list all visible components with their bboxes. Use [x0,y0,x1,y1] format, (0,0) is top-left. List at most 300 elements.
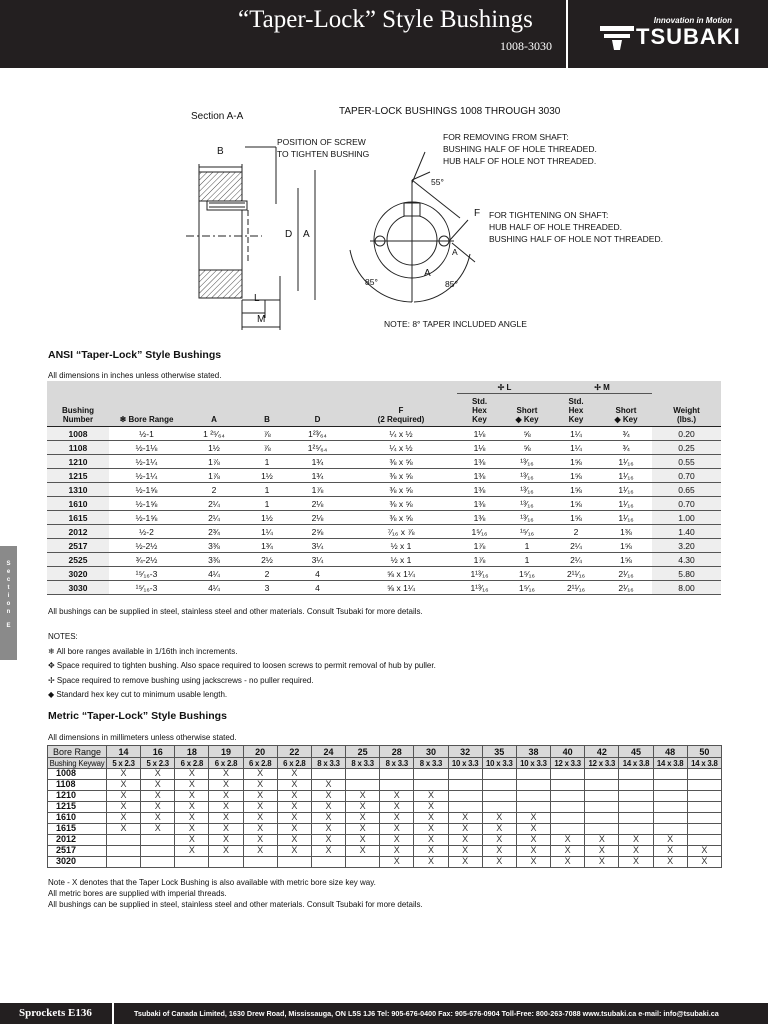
availability-cell [653,791,687,802]
table-cell: 1⅜ [473,512,486,523]
availability-cell: X [346,813,380,824]
table-cell: 1¾ [311,470,324,481]
table-cell: 1¾ [311,456,324,467]
bore-size-header: 35 [482,746,516,758]
availability-cell: X [311,791,345,802]
table-cell: ¾-2½ [135,554,158,565]
section-a-marker: A [452,247,458,257]
keyway-size-header: 12 x 3.3 [585,758,619,769]
table-cell: 1¹³⁄₁₆ [470,568,489,579]
table-cell: 0.55 [652,455,721,469]
availability-cell: X [653,857,687,868]
bore-range-corner: Bore Range [48,746,107,758]
availability-cell: X [209,791,243,802]
availability-cell [551,813,585,824]
table-cell: ⅞ [263,442,271,453]
table-cell: ⅜ x ⅝ [389,512,413,523]
table-cell: 1⅜ [620,526,632,537]
availability-cell [209,857,243,868]
availability-cell: X [346,824,380,835]
table-cell: ⅜ x ⅝ [389,498,413,509]
remove-from-shaft-note [443,131,597,167]
bushing-number-cell: 1310 [47,483,109,497]
availability-cell: X [243,846,277,857]
table-cell: 1⅝ [570,470,582,481]
remove-note-line: BUSHING HALF OF HOLE THREADED. [443,144,597,154]
availability-cell [448,780,482,791]
angle-85-label: 85° [445,279,458,289]
table-cell: 3 [264,582,270,593]
bushing-number-cell: 1008 [48,769,107,780]
keyway-size-header: 6 x 2.8 [243,758,277,769]
screw-note-line: POSITION OF SCREW [277,137,366,147]
availability-cell [585,791,619,802]
availability-cell: X [277,769,311,780]
availability-cell: X [141,813,175,824]
keyway-corner: Bushing Keyway [48,758,107,769]
table-cell: ¾ [622,428,630,439]
table-cell: 1 [264,484,270,495]
availability-cell: X [106,824,140,835]
availability-cell: X [209,824,243,835]
availability-cell: X [311,780,345,791]
table-cell: 4¼ [208,568,220,579]
table-cell: 0.65 [652,483,721,497]
availability-cell: X [619,835,653,846]
bore-size-header: 24 [311,746,345,758]
availability-cell: X [209,813,243,824]
note-item: ✥ Space required to tighten bushing. Also space required to loosen screws to permit removal of hub by puller. [48,661,436,670]
availability-cell [619,802,653,813]
availability-cell: X [482,813,516,824]
bore-size-header: 14 [106,746,140,758]
availability-cell: X [175,813,209,824]
availability-cell: X [380,813,414,824]
table-cell: ⅝ [523,428,531,439]
table-cell: ¹⁵⁄₁₆-3 [135,568,158,579]
bore-size-header: 50 [687,746,721,758]
page-number: Sprockets E136 [19,1007,92,1019]
bore-size-header: 40 [551,746,585,758]
bushing-number-cell: 1210 [48,791,107,802]
keyway-size-header: 10 x 3.3 [482,758,516,769]
section-tab-letters [0,560,17,616]
availability-cell [619,791,653,802]
table-row [47,497,721,511]
availability-cell: X [141,780,175,791]
availability-cell: X [141,802,175,813]
availability-cell [619,813,653,824]
metric-bushing-table [47,745,722,868]
section-label: Section A-A [191,111,244,122]
availability-cell: X [516,824,550,835]
table-cell: 1⅜ [473,498,486,509]
tighten-note-line: FOR TIGHTENING ON SHAFT: [489,210,609,220]
table-cell: ¹⁵⁄₁₆-3 [135,582,158,593]
availability-cell: X [585,835,619,846]
notes-block [48,630,436,703]
table-cell: ¼ x ½ [389,442,413,453]
metric-bore-row [48,746,722,758]
bore-size-header: 25 [346,746,380,758]
availability-cell: X [414,846,448,857]
l-column-group: ✢ L [457,381,552,394]
table-cell: 1.00 [652,511,721,525]
table-cell: 2¹⁄₁₆ [618,568,634,579]
availability-cell [482,769,516,780]
availability-cell: X [448,846,482,857]
table-row [47,455,721,469]
availability-cell [311,857,345,868]
table-row [48,824,722,835]
availability-cell [653,769,687,780]
availability-cell [585,813,619,824]
availability-cell: X [141,791,175,802]
keyway-size-header: 8 x 3.3 [311,758,345,769]
table-cell: 1 [524,540,530,551]
table-cell: 1¹⁄₁₆ [618,498,634,509]
table-cell: 1⁵⁄₁₆ [519,568,535,579]
table-cell: 3¼ [311,540,324,551]
header-l-short-key: Short ◆ Key [502,394,552,427]
availability-cell: X [277,813,311,824]
availability-cell: X [209,769,243,780]
availability-cell [141,846,175,857]
dimension-m-label: M [257,314,266,325]
table-cell: ⅜ x ⅝ [389,484,413,495]
table-cell: 1⅜ [473,470,486,481]
header-f: F (2 Required) [345,394,457,427]
table-cell: 8.00 [652,581,721,595]
availability-cell [687,780,721,791]
logo-tagline: Innovation in Motion [653,16,732,25]
table-cell: 1¹³⁄₁₆ [470,582,489,593]
table-cell: 1 ²⁵⁄₆₄ [203,428,225,439]
bushing-number-cell: 1210 [47,455,109,469]
table-cell: 1⅞ [208,470,220,481]
table-cell: 2¹⁄₁₆ [618,582,634,593]
note-item: ◆ Standard hex key cut to minimum usable length. [48,690,228,699]
availability-cell: X [209,780,243,791]
availability-cell: X [175,802,209,813]
bushing-number-cell: 1610 [48,813,107,824]
header-m-std-hex-key: Std. Hex Key [552,394,600,427]
availability-cell [619,780,653,791]
header-l-std-hex-key: Std. Hex Key [457,394,502,427]
table-cell: 3¼ [311,554,324,565]
availability-cell: X [414,835,448,846]
keyway-size-header: 5 x 2.3 [141,758,175,769]
availability-cell: X [175,824,209,835]
m-column-group: ✢ M [552,381,652,394]
availability-cell: X [106,802,140,813]
table-cell: ½ x 1 [390,554,412,565]
table-cell: 0.25 [652,441,721,455]
bushing-number-cell: 2517 [48,846,107,857]
bushing-number-cell: 1615 [47,511,109,525]
dimension-d-label: D [285,229,293,240]
availability-cell: X [516,835,550,846]
table-cell: 1⁵⁄₁₆ [519,582,535,593]
availability-cell: X [175,780,209,791]
bushing-number-cell: 2012 [47,525,109,539]
availability-cell [175,857,209,868]
availability-cell: X [482,846,516,857]
availability-cell: X [414,791,448,802]
availability-cell [414,780,448,791]
bushing-number-cell: 1108 [47,441,109,455]
table-cell: ¹³⁄₁₆ [520,484,534,495]
bore-size-header: 38 [516,746,550,758]
table-cell: 2⅛ [311,498,324,509]
availability-cell: X [346,802,380,813]
bushing-number-cell: 3020 [47,567,109,581]
availability-cell [346,769,380,780]
keyway-size-header: 14 x 3.8 [619,758,653,769]
screw-note-line: TO TIGHTEN BUSHING [277,149,370,159]
availability-cell [585,802,619,813]
section-tab-letter: i [7,593,10,599]
availability-cell: X [141,824,175,835]
availability-cell: X [653,846,687,857]
table-cell: ¾ [622,442,630,453]
footer-divider [112,1003,114,1024]
table-row [47,441,721,455]
metric-units-note: All dimensions in millimeters unless otherwise stated. [48,733,237,742]
table-cell: 1⅝ [620,540,632,551]
availability-cell [585,824,619,835]
table-cell: 1⅝ [620,554,632,565]
table-cell: 1 [264,498,270,509]
availability-cell: X [209,802,243,813]
table-cell: ¹³⁄₁₆ [520,498,534,509]
keyway-size-header: 5 x 2.3 [106,758,140,769]
bore-size-header: 45 [619,746,653,758]
table-cell: 1¹⁄₁₆ [618,456,634,467]
availability-cell [311,769,345,780]
table-row [48,780,722,791]
table-row [48,802,722,813]
screw-position-note [277,136,369,160]
availability-cell [551,780,585,791]
table-cell: ½ x 1 [390,540,412,551]
availability-cell: X [448,813,482,824]
table-cell: 1¹⁄₁₆ [618,484,634,495]
table-cell: ¹³⁄₁₆ [520,512,534,523]
table-row [48,835,722,846]
availability-cell: X [619,846,653,857]
ansi-units-note: All dimensions in inches unless otherwise stated. [48,371,222,380]
availability-cell: X [311,813,345,824]
bore-size-header: 42 [585,746,619,758]
table-cell: 1 [264,456,270,467]
availability-cell: X [311,824,345,835]
table-cell: 1²³⁄₆₄ [308,428,327,439]
availability-cell [653,824,687,835]
table-cell: ½-2½ [135,540,158,551]
table-cell: 1⁵⁄₁₆ [471,526,488,537]
availability-cell: X [346,846,380,857]
table-cell: 2¾ [208,526,220,537]
table-cell: 1⅝ [570,456,582,467]
table-cell: ¹⁵⁄₁₆ [519,526,535,537]
section-tab-letter: t [7,585,10,591]
ansi-heading: ANSI “Taper-Lock” Style Bushings [48,349,222,361]
section-tab-letter: n [6,609,11,615]
availability-cell: X [175,769,209,780]
bore-size-header: 48 [653,746,687,758]
keyway-size-header: 8 x 3.3 [414,758,448,769]
availability-cell [482,780,516,791]
availability-cell: X [482,824,516,835]
table-cell: 3⅜ [208,554,220,565]
table-cell: 1½ [261,512,273,523]
table-row [48,791,722,802]
table-cell: 1⅞ [473,554,486,565]
table-cell: ¼ x ½ [389,428,413,439]
table-cell: 1⅞ [208,456,220,467]
table-cell: ½-1⅛ [135,442,158,453]
availability-cell: X [243,824,277,835]
table-row [47,553,721,567]
table-cell: 4.30 [652,553,721,567]
dimension-a-label: A [303,229,310,240]
footer-address: Tsubaki of Canada Limited, 1630 Drew Road, Mississauga, ON L5S 1J6 Tel: 905-676-0400 Fax: 905-676-0904 Toll-Free: 800-263-7088 www.tsubaki.ca e-mail: info@tsubaki.ca [134,1009,719,1018]
availability-cell [516,791,550,802]
table-row [47,525,721,539]
availability-cell: X [687,846,721,857]
availability-cell [653,780,687,791]
table-cell: 1⅝ [570,484,582,495]
table-cell: 1⅛ [473,442,486,453]
availability-cell: X [516,846,550,857]
bushing-number-cell: 1008 [47,427,109,441]
availability-cell: X [311,802,345,813]
availability-cell: X [209,835,243,846]
table-cell: 4 [315,582,320,593]
metric-keyway-row [48,758,722,769]
availability-cell: X [106,769,140,780]
availability-cell: X [277,802,311,813]
notes-title: NOTES: [48,632,78,641]
availability-cell: X [380,791,414,802]
taper-note: NOTE: 8° TAPER INCLUDED ANGLE [384,319,527,329]
availability-cell: X [277,780,311,791]
table-cell: 1¼ [570,428,582,439]
bushing-number-cell: 3020 [48,857,107,868]
availability-cell: X [551,846,585,857]
metric-note-line: All metric bores are supplied with imperial threads. [48,889,227,898]
metric-table-body [48,769,722,868]
availability-cell: X [380,846,414,857]
table-cell: 1¼ [570,442,582,453]
availability-cell: X [585,846,619,857]
availability-cell: X [277,846,311,857]
table-cell: ½-1 [139,428,154,439]
keyway-size-header: 6 x 2.8 [209,758,243,769]
availability-cell: X [311,846,345,857]
availability-cell [346,780,380,791]
bushing-number-cell: 3030 [47,581,109,595]
availability-cell [448,769,482,780]
table-cell: 1⅝ [570,498,582,509]
availability-cell [141,857,175,868]
table-cell: ⁷⁄₁₆ x ⅞ [387,526,415,537]
availability-cell: X [243,835,277,846]
bushing-number-cell: 1215 [48,802,107,813]
table-cell: 0.20 [652,427,721,441]
availability-cell: X [209,846,243,857]
table-cell: 1 [524,554,530,565]
logo-name: TSUBAKI [636,24,741,49]
keyway-size-header: 6 x 2.8 [175,758,209,769]
bore-size-header: 19 [209,746,243,758]
availability-cell: X [380,857,414,868]
table-cell: 2¼ [208,498,220,509]
availability-cell [653,802,687,813]
availability-cell: X [653,835,687,846]
availability-cell: X [448,824,482,835]
table-cell: 3.20 [652,539,721,553]
bushing-number-cell: 1615 [48,824,107,835]
header-weight: Weight (lbs.) [652,394,721,427]
table-cell: ½-1⅝ [135,484,158,495]
availability-cell: X [175,791,209,802]
section-tab [0,546,17,660]
section-tab-letter: S [6,561,11,567]
table-row [47,469,721,483]
header-m-short-key: Short ◆ Key [600,394,652,427]
table-cell: 1⅜ [473,456,486,467]
availability-cell [106,846,140,857]
bore-size-header: 28 [380,746,414,758]
availability-cell: X [346,835,380,846]
availability-cell: X [380,824,414,835]
availability-cell: X [380,802,414,813]
availability-cell [516,802,550,813]
availability-cell: X [619,857,653,868]
table-cell: 2¼ [208,512,220,523]
bushing-number-cell: 2012 [48,835,107,846]
keyway-size-header: 14 x 3.8 [653,758,687,769]
availability-cell [482,791,516,802]
table-cell: 2⅛ [311,512,324,523]
table-cell: 2½ [261,554,273,565]
tighten-note-line: BUSHING HALF OF HOLE NOT THREADED. [489,234,663,244]
availability-cell [687,835,721,846]
availability-cell [106,835,140,846]
table-cell: ⅝ x 1¼ [387,568,415,579]
availability-cell: X [516,857,550,868]
bushing-number-cell: 2517 [47,539,109,553]
bore-size-header: 32 [448,746,482,758]
page-title: “Taper-Lock” Style Bushings [238,6,533,33]
table-cell: 1⅛ [473,428,486,439]
remove-note-line: FOR REMOVING FROM SHAFT: [443,132,569,142]
table-cell: 1²⁵⁄₆₄ [307,442,328,453]
availability-cell [380,769,414,780]
table-cell: ⅝ [523,442,531,453]
availability-cell: X [551,835,585,846]
availability-cell: X [414,824,448,835]
note-item: ✢ Space required to remove bushing using jackscrews - no puller required. [48,675,314,685]
availability-cell: X [243,813,277,824]
availability-cell: X [482,857,516,868]
availability-cell: X [277,791,311,802]
keyway-size-header: 10 x 3.3 [448,758,482,769]
table-cell: ¹³⁄₁₆ [520,456,534,467]
metric-note-line: Note - X denotes that the Taper Lock Bushing is also available with metric bore size key way. [48,878,376,887]
